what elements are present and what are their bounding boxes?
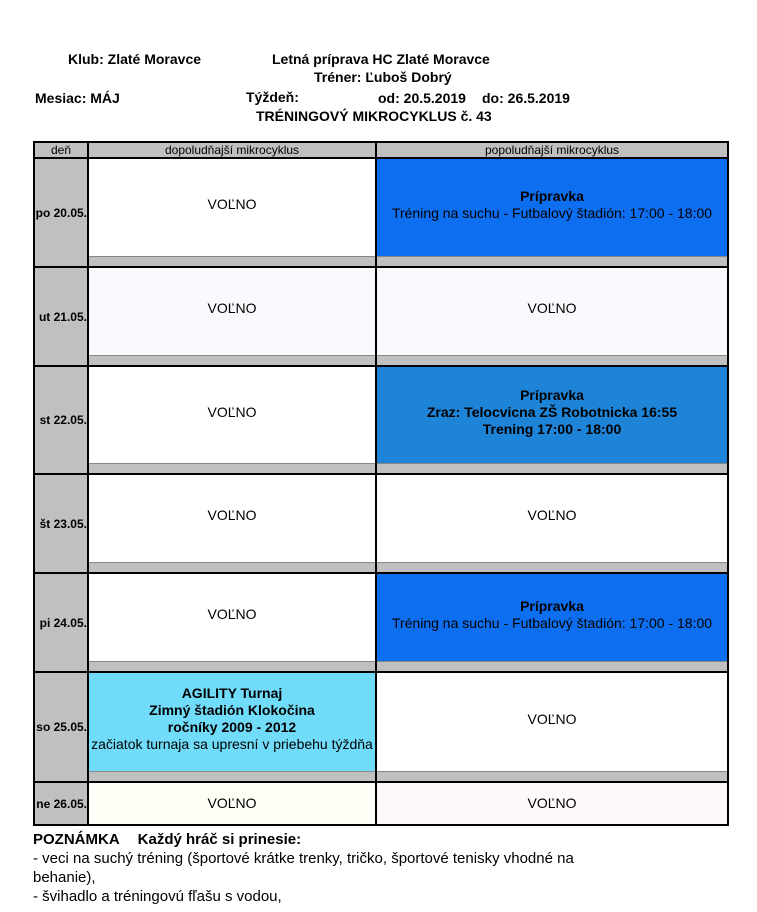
afternoon-cell — [376, 158, 728, 267]
cell-footer-strip — [377, 661, 727, 671]
cell-footer-strip — [377, 355, 727, 365]
activity-line: Prípravka — [520, 597, 584, 614]
cell-footer-strip — [89, 355, 375, 365]
afternoon-cell — [376, 782, 728, 825]
cell-footer-strip — [89, 661, 375, 671]
cell-footer-strip — [377, 463, 727, 473]
table-header-row — [34, 142, 728, 158]
program-title: Letná príprava HC Zlaté Moravce — [272, 51, 490, 67]
afternoon-activity — [377, 673, 727, 771]
notes-item: - švihadlo a tréningovú fľašu s vodou, — [33, 888, 282, 905]
table-row — [34, 158, 728, 267]
cycle-title: TRÉNINGOVÝ MIKROCYKLUS č. 43 — [256, 108, 492, 124]
activity-line: VOĽNO — [527, 795, 577, 811]
cell-footer-strip — [377, 562, 727, 572]
column-header-afternoon: popoludňajší mikrocyklus — [376, 142, 728, 158]
activity-line: VOĽNO — [207, 300, 257, 316]
morning-activity — [89, 574, 375, 661]
table-row — [34, 366, 728, 474]
column-header-day: deň — [34, 142, 88, 158]
activity-line: Tréning na suchu - Futbalový štadión: 17:00 - 18:00 — [391, 204, 713, 221]
table-row — [34, 267, 728, 366]
afternoon-activity — [377, 574, 727, 661]
activity-line: VOĽNO — [527, 710, 577, 727]
cell-footer-strip — [89, 562, 375, 572]
notes-subtitle: Každý hráč si prinesie: — [137, 831, 302, 848]
schedule-table — [33, 141, 729, 826]
week-to: do: 26.5.2019 — [482, 90, 570, 106]
activity-line: Tréning na suchu - Futbalový štadión: 17:00 - 18:00 — [391, 614, 713, 631]
morning-activity — [89, 268, 375, 355]
cell-footer-strip — [377, 256, 727, 266]
activity-line: VOĽNO — [207, 403, 257, 420]
activity-line: VOĽNO — [207, 507, 257, 523]
activity-line: VOĽNO — [207, 606, 257, 622]
morning-activity — [89, 783, 375, 824]
day-cell: št 23.05. — [34, 474, 88, 573]
column-header-morning: dopoludňajší mikrocyklus — [88, 142, 376, 158]
notes-section — [33, 830, 574, 906]
table-row — [34, 573, 728, 672]
table-row — [34, 474, 728, 573]
activity-line: Trening 17:00 - 18:00 — [482, 420, 622, 437]
week-label: Týždeň: — [246, 89, 299, 105]
day-cell: st 22.05. — [34, 366, 88, 474]
morning-cell — [88, 366, 376, 474]
cell-footer-strip — [377, 771, 727, 781]
cell-footer-strip — [89, 256, 375, 266]
afternoon-activity — [377, 783, 727, 824]
activity-line: AGILITY Turnaj — [181, 685, 283, 701]
week-from: od: 20.5.2019 — [378, 90, 466, 106]
notes-item: - veci na suchý tréning (športové krátke trenky, tričko, športové tenisky vhodné na — [33, 850, 574, 867]
notes-title: POZNÁMKA — [33, 831, 120, 848]
day-cell: po 20.05. — [34, 158, 88, 267]
afternoon-activity — [377, 268, 727, 355]
cell-footer-strip — [89, 771, 375, 781]
day-cell: ut 21.05. — [34, 267, 88, 366]
afternoon-cell — [376, 366, 728, 474]
morning-cell — [88, 672, 376, 782]
morning-cell — [88, 573, 376, 672]
coach-name: Tréner: Ľuboš Dobrý — [314, 69, 452, 85]
table-row — [34, 782, 728, 825]
morning-activity — [89, 367, 375, 463]
month-label: Mesiac: MÁJ — [35, 90, 120, 106]
afternoon-cell — [376, 267, 728, 366]
activity-line: VOĽNO — [527, 507, 577, 523]
morning-cell — [88, 158, 376, 267]
day-cell: pi 24.05. — [34, 573, 88, 672]
activity-line: VOĽNO — [207, 795, 257, 811]
notes-heading — [33, 830, 574, 849]
activity-line: začiatok turnaja sa upresní v priebehu týždňa — [91, 736, 373, 752]
activity-line: Zraz: Telocvicna ZŠ Robotnicka 16:55 — [426, 403, 678, 420]
morning-cell — [88, 267, 376, 366]
club-name: Klub: Zlaté Moravce — [68, 51, 202, 67]
day-cell: so 25.05. — [34, 672, 88, 782]
table-row — [34, 672, 728, 782]
afternoon-cell — [376, 573, 728, 672]
activity-line: Prípravka — [520, 187, 584, 204]
afternoon-cell — [376, 672, 728, 782]
schedule-rows — [34, 158, 728, 825]
afternoon-activity — [377, 367, 727, 463]
morning-activity — [89, 673, 375, 771]
afternoon-cell — [376, 474, 728, 573]
activity-line: VOĽNO — [527, 300, 577, 316]
morning-activity — [89, 159, 375, 256]
activity-line: Prípravka — [520, 386, 584, 403]
activity-line: ročníky 2009 - 2012 — [167, 719, 297, 735]
morning-activity — [89, 475, 375, 562]
activity-line: VOĽNO — [207, 196, 257, 212]
afternoon-activity — [377, 475, 727, 562]
notes-item: behanie), — [33, 869, 96, 886]
day-cell: ne 26.05. — [34, 782, 88, 825]
cell-footer-strip — [89, 463, 375, 473]
morning-cell — [88, 782, 376, 825]
afternoon-activity — [377, 159, 727, 256]
morning-cell — [88, 474, 376, 573]
activity-line: Zimný štadión Klokočina — [149, 702, 315, 718]
